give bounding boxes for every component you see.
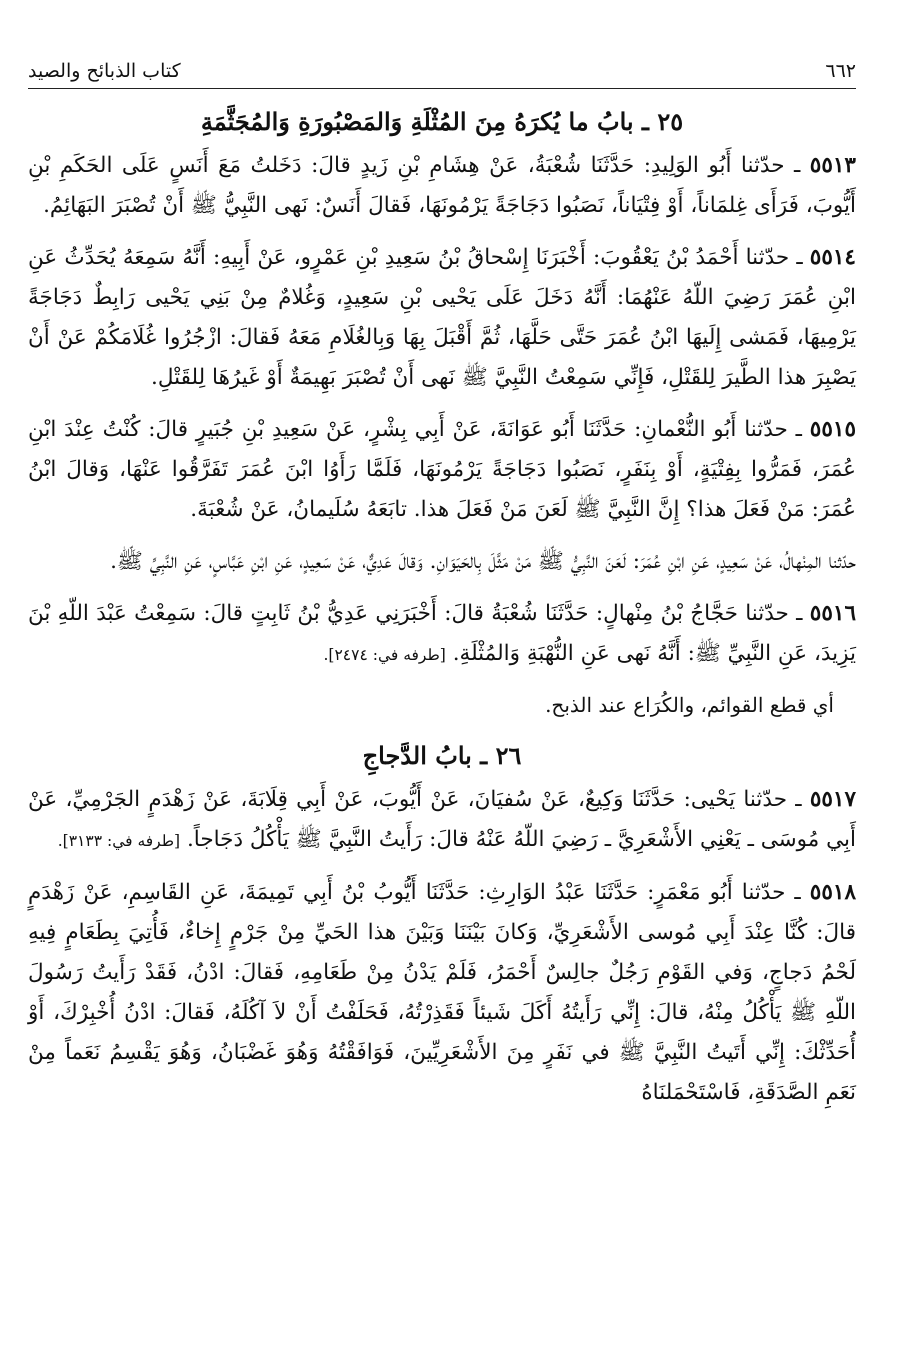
hadith-5517: [28, 780, 856, 861]
hadith-5514: [28, 238, 856, 398]
page-number: ٦٦٢: [825, 60, 856, 82]
hadith-5518: [28, 873, 856, 1113]
hadith-5515-addendum: [28, 542, 856, 582]
hadith-text: ـ حدّثنا أَبُو الوَلِيدِ: حَدَّثَنَا شُعْبَةُ، عَنْ هِشَامِ بْنِ زَيدٍ قالَ: دَخَلتُ مَعَ أَنَسٍ عَلَى الحَكَمِ بْنِ أَيُّوبَ، فَرَأَى غِلمَاناً، أَوْ فِتْيَاناً، نَصَبُوا دَجَاجَةً يَرْمُونَهَا، فَقالَ أَنَسٌ: نَهى النَّبِيُّ ﷺ أَنْ تُصْبَرَ البَهَائِمُ.: [28, 153, 856, 218]
hadith-number: ٥٥١٦: [809, 601, 856, 626]
cross-reference: [طرفه في: ٢٤٧٤].: [323, 646, 446, 664]
hadith-text: حدّثنا المِنْهالُ، عَنْ سَعِيدٍ، عَنِ ابْنِ عُمَرَ: لَعَنَ النَّبِيُّ ﷺ مَنْ مَثَّلَ بِالحَيَوَانِ. وَقالَ عَدِيٌّ، عَنْ سَعِيدٍ، عَنِ ابْنِ عَبَّاسٍ، عَنِ النَّبِيِّ ﷺ.: [110, 549, 856, 574]
hadith-text: ـ حدّثنا أَبُو مَعْمَرٍ: حَدَّثَنَا عَبْدُ الوَارِثِ: حَدَّثَنَا أَيُّوبُ بْنُ أَبِي تَمِيمَةَ، عَنِ القَاسِمِ، عَنْ زَهْدَمٍ قالَ: كُنَّا عِنْدَ أَبِي مُوسى الأَشْعَرِيِّ، وَكانَ بَيْنَنَا وَبَيْنَ هذا الحَيِّ مِنْ جَرْمٍ إِخاءٌ، فَأُتِيَ بِطَعَامٍ فِيهِ لَحْمُ دَجاجٍ، وَفي القَوْمِ رَجُلٌ جالِسٌ أَحْمَرُ، فَلَمْ يَدْنُ مِنْ طَعَامِهِ، فَقالَ: ادْنُ، فَقَدْ رَأَيتُ رَسُولَ اللّهِ ﷺ يَأْكُلُ مِنْهُ، قالَ: إِنِّي رَأَيتُهُ أَكَلَ شَيئاً فَقَذِرْتُهُ، فَحَلَفْتُ أَنْ لاَ آكُلَهُ، فَقالَ: ادْنُ أُخْبِرْكَ، أَوْ أُحَدِّثْكَ: إِنِّي أَتَيتُ النَّبِيَّ ﷺ في نَفَرٍ مِنَ الأَشْعَرِيِّينَ، فَوَافَقْتُهُ وَهُوَ غَضْبَانُ، وَهُوَ يَقْسِمُ نَعَماً مِنْ نَعَمِ الصَّدَقَةِ، فَاسْتَحْمَلنَاهُ: [28, 880, 856, 1105]
hadith-number: ٥٥١٤: [809, 245, 856, 270]
hadith-5516: [28, 594, 856, 675]
hadith-text: ـ حدّثنا أَحْمَدُ بْنُ يَعْقُوبَ: أَخْبَرَنَا إِسْحاقُ بْنُ سَعِيدِ بْنِ عَمْرٍو، عَنْ أَبِيهِ: أَنَّهُ سَمِعَهُ يُحَدِّثُ عَنِ ابْنِ عُمَرَ رَضِيَ اللّهُ عَنْهُمَا: أَنَّهُ دَخَلَ عَلَى يَحْيى بْنِ سَعِيدٍ، وَغُلامٌ مِنْ بَنِي يَحْيى رَابِطٌ دَجَاجَةً يَرْمِيهَا، فَمَشى إِلَيهَا ابْنُ عُمَرَ حَتَّى حَلَّهَا، ثُمَّ أَقْبَلَ بِهَا وَبِالغُلَامِ مَعَهُ فَقالَ: ازْجُرُوا غُلَامَكُمْ عَنْ أَنْ يَصْبِرَ هذا الطَّيرَ لِلقَتْلِ، فَإِنِّي سَمِعْتُ النَّبِيَّ ﷺ نَهى أَنْ تُصْبَرَ بَهِيمَةٌ أَوْ غَيرُهَا لِلقَتْلِ.: [28, 245, 856, 390]
chapter-title-25: ٢٥ ـ بابُ ما يُكرَهُ مِنَ المُثْلَةِ وَالمَصْبُورَةِ وَالمُجَثَّمَةِ: [200, 107, 684, 136]
hadith-text: ـ حدّثنا حَجَّاجُ بْنُ مِنْهالٍ: حَدَّثَنَا شُعْبَةُ قالَ: أَخْبَرَنِي عَدِيُّ بْنُ ثَابِتٍ قالَ: سَمِعْتُ عَبْدَ اللّهِ بْنَ يَزِيدَ، عَنِ النَّبِيِّ ﷺ: أَنَّهُ نَهى عَنِ النُّهْبَةِ وَالمُثْلَةِ.: [28, 601, 856, 666]
hadith-number: ٥٥١٣: [809, 153, 856, 178]
hadith-number: ٥٥١٥: [809, 417, 856, 442]
hadith-text: ـ حدّثنا يَحْيى: حَدَّثَنَا وَكِيعٌ، عَنْ سُفيَانَ، عَنْ أَيُّوبَ، عَنْ أَبِي قِلَابَةَ، عَنْ زَهْدَمٍ الجَرْمِيِّ، عَنْ أَبِي مُوسَى ـ يَعْنِي الأَشْعَرِيَّ ـ رَضِيَ اللّهُ عَنْهُ قالَ: رَأَيتُ النَّبِيَّ ﷺ يَأْكُلُ دَجَاجاً.: [28, 787, 856, 852]
chapter-title-26: ٢٦ ـ بابُ الدَّجاجِ: [362, 741, 522, 770]
cross-reference: [طرفه في: ٣١٣٣].: [57, 832, 181, 850]
hadith-number: ٥٥١٧: [809, 787, 857, 812]
hadith-5515: [28, 410, 856, 530]
page-header: [28, 0, 856, 89]
explanatory-note: أي قطع القوائم، والكُرَاع عند الذبح.: [545, 693, 834, 717]
hadith-number: ٥٥١٨: [809, 880, 856, 905]
hadith-text: ـ حدّثنا أَبُو النُّعْمانِ: حَدَّثَنَا أَبُو عَوَانَةَ، عَنْ أَبِي بِشْرٍ، عَنْ سَعِيدِ بْنِ جُبَيرٍ قالَ: كُنْتُ عِنْدَ ابْنِ عُمَرَ، فَمَرُّوا بِفِتْيَةٍ، أَوْ بِنَفَرٍ، نَصَبُوا دَجَاجَةً يَرْمُونَهَا، فَلَمَّا رَأَوُا ابْنَ عُمَرَ تَفَرَّقُوا عَنْهَا، وَقالَ ابْنُ عُمَرَ: مَنْ فَعَلَ هذا؟ إِنَّ النَّبِيَّ ﷺ لَعَنَ مَنْ فَعَلَ هذا. تابَعَهُ سُلَيمانُ، عَنْ شُعْبَةَ.: [28, 417, 856, 522]
running-title: كتاب الذبائح والصيد: [28, 60, 181, 82]
hadith-5513: [28, 146, 856, 226]
